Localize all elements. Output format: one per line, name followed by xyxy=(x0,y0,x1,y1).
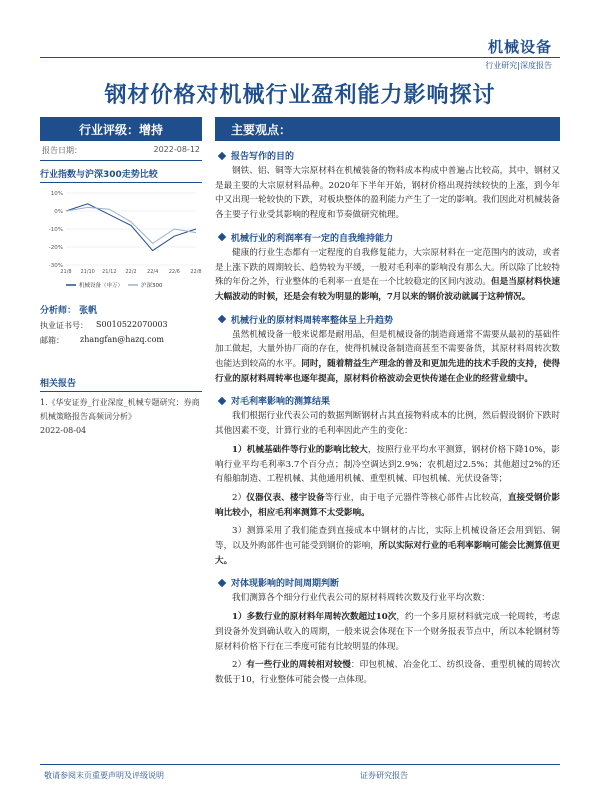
cert-label: 执业证书号： xyxy=(40,321,88,330)
header-divider xyxy=(40,57,560,58)
timing-point-2: 2）有一些行业的周转相对较慢：印包机械、冶金化工、纺织设备、重型机械的周转次数低于10，行业整体可能会慢一点体现。 xyxy=(215,660,560,685)
report-date-label: 报告日期： xyxy=(42,146,82,155)
section-margin-text: 健康的行业生态都有一定程度的自我修复能力，大宗原材料在一定范围内的波动，或者是上涨下跌的周期较长、趋势较为平缓，一般对毛利率的影响没有那么大。所以除了比较特殊的年份之外，行业整体的毛利率一直是在一个比较稳定的区间内波动。但是当原材料快速大幅波动的时候，还是会有较为明显的影响，7月以来的钢价波动就属于这种情况。 xyxy=(215,247,560,302)
section-margin-heading: 机械行业的利润率有一定的自我维持能力 xyxy=(215,231,560,244)
footer-company: 证券研究报告 xyxy=(360,771,408,780)
email-line xyxy=(40,335,202,346)
chart-y-tick-label: -10% xyxy=(48,227,63,233)
key-views-banner: 主要观点： xyxy=(215,117,560,141)
main-content xyxy=(215,117,560,688)
chart-y-tick-label: 0% xyxy=(54,209,63,215)
diamond-bullet-icon xyxy=(218,315,226,323)
related-report-date: 2022-08-04 xyxy=(40,426,87,435)
left-sidebar xyxy=(40,117,202,435)
chart-y-tick-label: -30% xyxy=(48,263,63,269)
section-turnover-heading: 机械行业的原材料周转率整体呈上升趋势 xyxy=(215,313,560,326)
chart-x-tick-label: 22/4 xyxy=(147,269,159,275)
impact-point-1: 1）机械基础件等行业的影响比较大，按照行业平均水平测算，钢材价格下降10%，影响行业平均毛利率3.7个百分点；制冷空调达到2.9%；农机超过2.5%；其他超过2%的还有船舶制造、工程机械、其他通用机械、重型机械、印包机械、光伏设备等； xyxy=(215,444,561,485)
chart-x-tick-label: 21/10 xyxy=(80,269,95,275)
chart-y-tick-label: -20% xyxy=(48,245,63,251)
report-date-value: 2022-08-12 xyxy=(153,145,200,154)
analyst-name: 分析师： 张帆 xyxy=(40,306,98,316)
chart-x-tick-label: 22/2 xyxy=(125,269,137,275)
chart-x-tick-label: 22/8 xyxy=(190,269,202,275)
impact-point-2: 2）仪器仪表、楼宇设备等行业，由于电子元器件等核心部件占比较高，直接受钢价影响比较小，相应毛利率测算不太受影响。 xyxy=(215,492,560,518)
diamond-bullet-icon xyxy=(218,233,226,241)
chart-legend-label: 沪深300 xyxy=(141,283,163,289)
report-date-row xyxy=(40,141,202,161)
section-timing-heading: 对体现影响的时间周期判断 xyxy=(215,576,560,589)
section-turnover-text: 虽然机械设备一般来说都是耐用品，但是机械设备的制造商通常不需要从最初的基础件加工做起，大量外协厂商的存在，使得机械设备制造商甚至不需要备货，其原材料周转次数也能达到较高的水平。同时，随着精益生产理念的普及和更加先进的技术手段的支持，使得行业的原材料周转率也逐年提高，原材料价格波动会更快传递在企业的经营业绩中。 xyxy=(215,329,560,384)
footer-disclaimer: 敬请参阅末页重要声明及评级说明 xyxy=(44,771,164,780)
chart-svg xyxy=(40,187,202,295)
section-purpose-heading: 报告写作的目的 xyxy=(215,149,560,162)
diamond-bullet-icon xyxy=(218,151,226,159)
section-timing-intro: 我们测算各个细分行业代表公司的原材料周转次数及行业平均次数： xyxy=(232,593,490,604)
email-value[interactable]: zhangfan@hazq.com xyxy=(80,335,164,344)
impact-point-3: 3）测算采用了我们能查到直接成本中钢材的占比，实际上机械设备还会用到铝、铜等，以及外购部件也可能受到钢价的影响，所以实际对行业的毛利率影响可能会比测算值更大。 xyxy=(215,526,560,566)
timing-point-1: 1）多数行业的原材料年周转次数超过10次，约一个多月原材料就完成一轮周转，考虑到设备外发到确认收入的周期，一般来说会体现在下一个财务报表节点中，所以本轮钢材等原材料价格下行在三季度可能有比较明显的体现。 xyxy=(215,612,560,652)
section-purpose-text: 钢铁、铝、铜等大宗原材料在机械装备的物料成本构成中普遍占比较高，其中，钢材又是最主要的大宗原材料品种。2020年下半年开始，钢材价格出现持续较快的上涨，到今年中又出现一轮较快的下跌，对板块整体的盈利能力产生了一定的影响。我们因此对机械装备各主要子行业受其影响的程度和节奏做研究梳理。 xyxy=(215,166,560,221)
footer-divider xyxy=(40,764,560,765)
chart-section-title: 行业指数与沪深300走势比较 xyxy=(40,167,202,183)
cert-line xyxy=(40,320,202,331)
report-title: 钢材价格对机械行业盈利能力影响探讨 xyxy=(104,83,496,108)
diamond-bullet-icon xyxy=(218,397,226,405)
chart-legend-label: 机械设备（申万） xyxy=(79,283,124,289)
section-impact-heading: 对毛利率影响的测算结果 xyxy=(215,394,560,407)
index-comparison-chart xyxy=(40,187,202,295)
section-impact-intro: 我们根据行业代表公司的数据判断钢材占其直接物料成本的比例，然后假设钢价下跌时其他因素不变，计算行业的毛利率因此产生的变化： xyxy=(215,411,560,437)
sector-label: 机械设备 xyxy=(487,38,552,56)
chart-x-tick-label: 22/6 xyxy=(168,269,180,275)
report-type: 行业研究|深度报告 xyxy=(485,61,552,70)
related-reports-title: 相关报告 xyxy=(40,376,202,392)
chart-y-tick-label: 10% xyxy=(50,191,63,197)
chart-x-tick-label: 21/8 xyxy=(60,269,72,275)
chart-x-tick-label: 21/12 xyxy=(102,269,117,275)
related-report-link[interactable]: 1.《华安证券_行业深度_机械专题研究：券商机械策略报告高频词分析》 xyxy=(40,398,200,421)
email-label: 邮箱： xyxy=(40,336,64,345)
rating-banner: 行业评级：增持 xyxy=(40,117,202,141)
diamond-bullet-icon xyxy=(218,579,226,587)
cert-value: S0010522070003 xyxy=(96,320,168,329)
